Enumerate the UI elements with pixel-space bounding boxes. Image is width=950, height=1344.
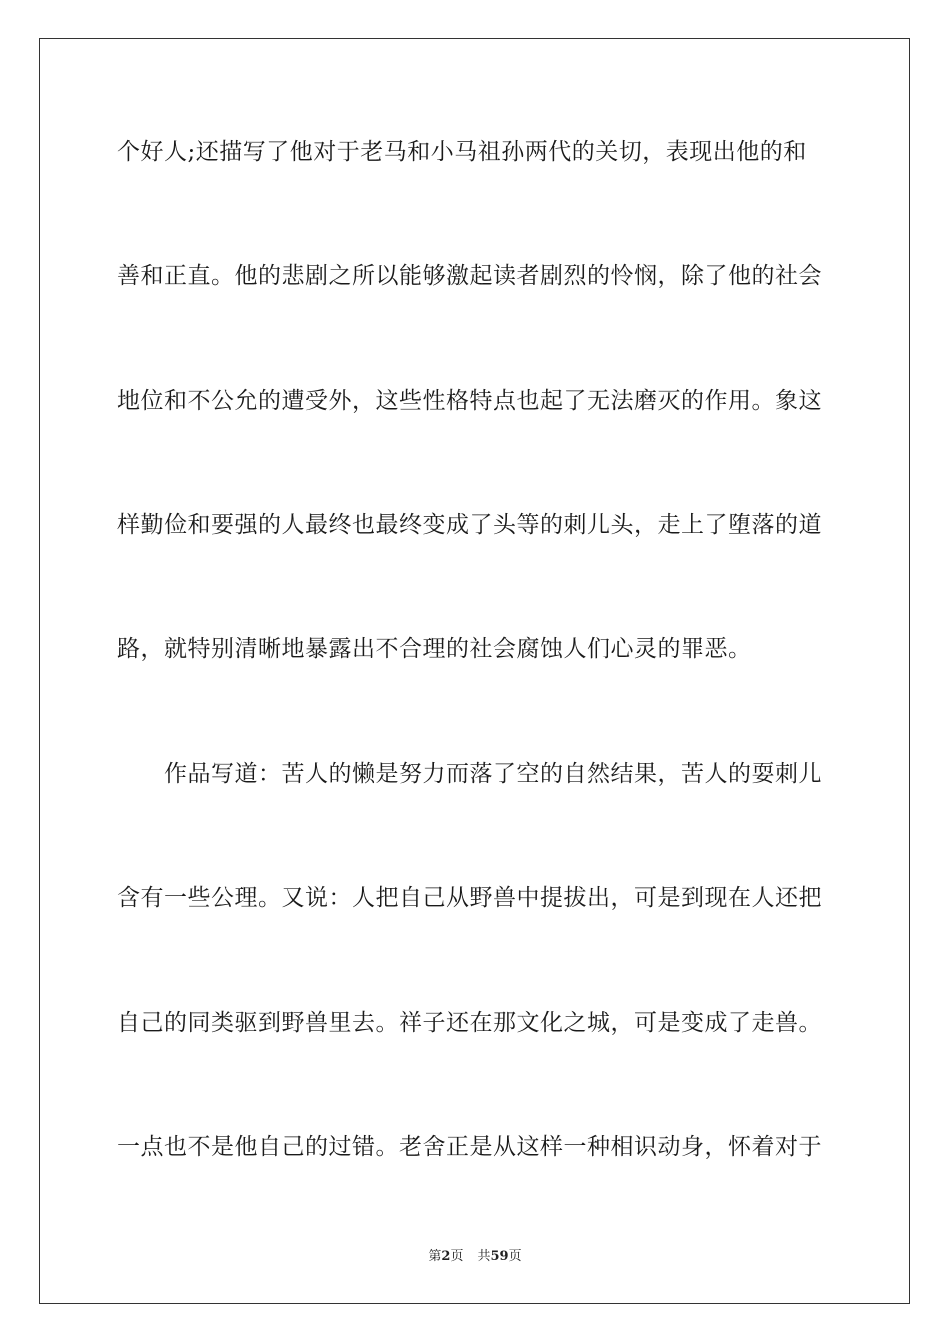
page-suffix: 页 — [450, 1249, 464, 1264]
body-line-7: 含有一些公理。又说：人把自己从野兽中提拔出，可是到现在人还把 — [117, 885, 822, 911]
body-line-8: 自己的同类驱到野兽里去。祥子还在那文化之城，可是变成了走兽。 — [117, 1010, 822, 1036]
page-prefix: 第 — [428, 1249, 442, 1264]
body-line-2: 善和正直。他的悲剧之所以能够激起读者剧烈的怜悯，除了他的社会 — [117, 263, 822, 289]
body-line-4: 样勤俭和要强的人最终也最终变成了头等的刺儿头，走上了堕落的道 — [117, 512, 822, 538]
total-suffix: 页 — [508, 1249, 522, 1264]
body-line-1: 个好人;还描写了他对于老马和小马祖孙两代的关切，表现出他的和 — [117, 139, 807, 165]
page-footer — [0, 1249, 950, 1265]
body-line-5: 路，就特别清晰地暴露出不合理的社会腐蚀人们心灵的罪恶。 — [117, 636, 752, 662]
total-prefix: 共 — [477, 1249, 491, 1264]
body-line-9: 一点也不是他自己的过错。老舍正是从这样一种相识动身，怀着对于 — [117, 1134, 822, 1160]
page-border — [39, 38, 910, 1304]
body-line-6: 作品写道：苦人的懒是努力而落了空的自然结果，苦人的耍刺儿 — [117, 761, 822, 787]
total-pages: 59 — [490, 1249, 509, 1264]
body-line-3: 地位和不公允的遭受外，这些性格特点也起了无法磨灭的作用。象这 — [117, 388, 822, 414]
page-number: 2 — [441, 1249, 451, 1264]
